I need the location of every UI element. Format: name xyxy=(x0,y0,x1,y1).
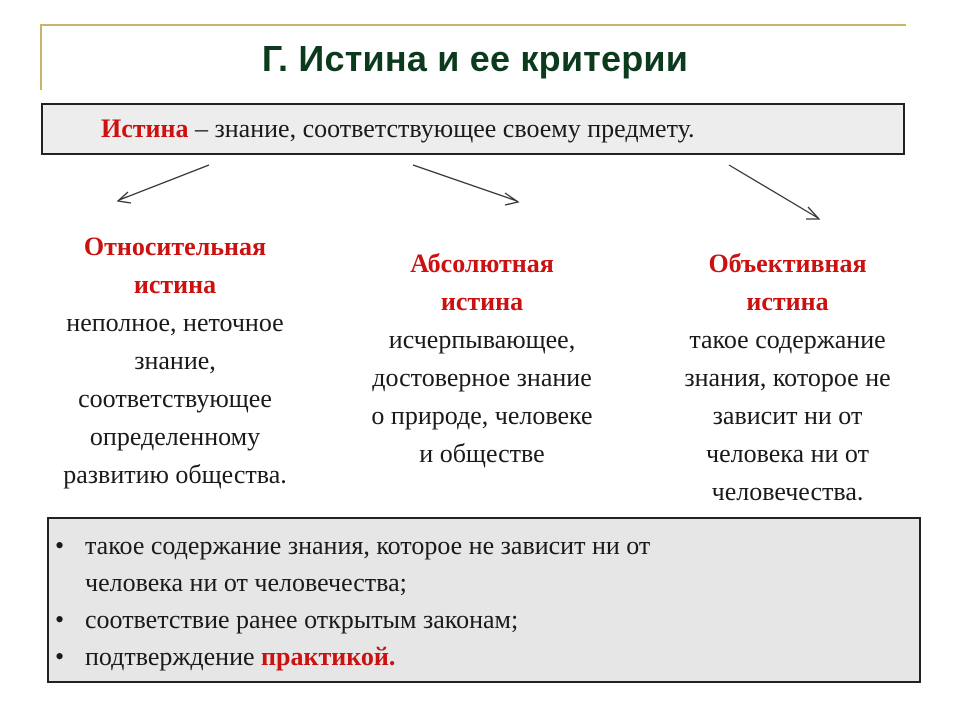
arrow-left-head xyxy=(118,192,131,203)
criteria-box xyxy=(47,517,921,683)
absolute-truth-heading-1: Абсолютная xyxy=(410,249,554,278)
definition-term: Истина xyxy=(101,114,189,143)
criteria-item-practice xyxy=(49,638,919,675)
arrow-middle-head xyxy=(505,193,518,205)
relative-truth-line-4: определенному xyxy=(89,422,261,451)
relative-truth-heading-2: истина xyxy=(133,270,217,299)
arrow-right-head xyxy=(806,207,819,219)
objective-truth-line-5: человечества. xyxy=(711,477,864,506)
criteria-item-laws: • соответствие ранее открытым законам; xyxy=(49,601,919,638)
criteria-item-3-emphasis: практикой. xyxy=(261,642,396,671)
criteria-item-3-prefix: подтверждение xyxy=(85,642,262,671)
absolute-truth-line-3: о природе, человеке xyxy=(371,401,593,430)
objective-truth-line-3: зависит ни от xyxy=(712,401,863,430)
relative-truth-line-5: развитию общества. xyxy=(63,460,287,489)
definition-box xyxy=(41,103,905,155)
objective-truth-line-4: человека ни от xyxy=(706,439,869,468)
absolute-truth-line-4: и обществе xyxy=(419,439,545,468)
objective-truth-column xyxy=(650,245,925,511)
objective-truth-heading-2: истина xyxy=(746,287,829,316)
relative-truth-heading-1: Относительная xyxy=(83,232,267,261)
arrow-right-line xyxy=(729,165,818,218)
relative-truth-line-3: соответствующее xyxy=(78,384,272,413)
criteria-item-1-line-1: • такое содержание знания, которое не зависит ни от xyxy=(85,531,651,560)
absolute-truth-column xyxy=(332,245,632,473)
criteria-item-independence xyxy=(49,527,919,601)
page-title: Г. Истина и ее критерии xyxy=(261,38,689,79)
relative-truth-column xyxy=(20,228,330,494)
absolute-truth-heading-2: истина xyxy=(440,287,524,316)
arrow-middle-line xyxy=(413,165,517,201)
definition-text: – знание, соответствующее своему предмету. xyxy=(188,114,695,143)
objective-truth-line-1: такое содержание xyxy=(689,325,886,354)
title-rule-top xyxy=(40,24,906,26)
relative-truth-line-1: неполное, неточное xyxy=(66,308,284,337)
absolute-truth-line-2: достоверное знание xyxy=(372,363,592,392)
absolute-truth-line-1: исчерпывающее, xyxy=(388,325,576,354)
arrow-left-line xyxy=(119,165,209,200)
criteria-list xyxy=(49,527,919,675)
objective-truth-heading-1: Объективная xyxy=(708,249,867,278)
criteria-item-1-line-2: человека ни от человечества; xyxy=(85,568,407,597)
relative-truth-line-2: знание, xyxy=(134,346,216,375)
objective-truth-line-2: знания, которое не xyxy=(684,363,891,392)
